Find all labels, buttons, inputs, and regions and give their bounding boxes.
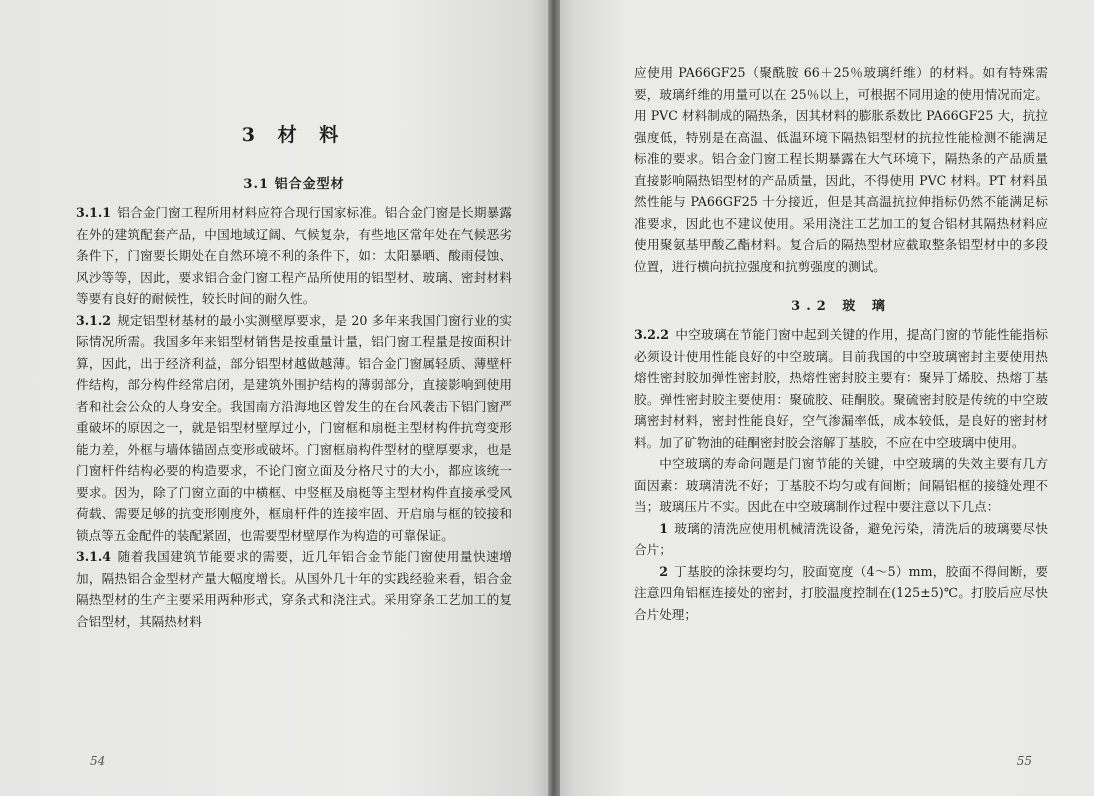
right-page	[552, 0, 1094, 796]
list-item	[634, 561, 1048, 626]
page-number-left: 54	[90, 754, 106, 768]
item-text: 丁基胶的涂抹要均匀，胶面宽度（4～5）mm，胶面不得间断，要注意四角铝框连接处的密封，打胶温度控制在(125±5)℃。打胶后应尽快合片处理；	[634, 563, 1048, 622]
clause-number: 3.2.2	[634, 327, 670, 342]
book-gutter	[548, 0, 560, 796]
clause-3-2-2	[634, 324, 1048, 453]
continuation-paragraph: 应使用 PA66GF25（聚酰胺 66＋25％玻璃纤维）的材料。如有特殊需要，玻璃纤维的用量可以在 25％以上，可根据不同用途的使用情况而定。用 PVC 材料制成的隔热条，因其材料的膨胀系数比 PA66GF25 大，抗拉强度低，特别是在高温、低温环境下隔热铝型材的抗拉性能检测不能满足标准的要求。铝合金门窗工程长期暴露在大气环境下，隔热条的产品质量直接影响隔热铝型材的产品质量，因此，不得使用 PVC 材料。PT 材料虽然性能与 PA66GF25 十分接近，但是其高温抗拉伸指标仍然不能满足标准要求，因此也不建议使用。采用浇注工艺加工的复合铝材其隔热材料应使用聚氨基甲酸乙酯材料。复合后的隔热型材应截取整条铝型材中的多段位置，进行横向抗拉强度和抗剪强度的测试。	[634, 65, 1048, 274]
item-number: 2	[659, 563, 668, 579]
clause-3-1-4	[76, 546, 512, 632]
clause-number: 3.1.1	[76, 205, 112, 220]
insulating-glass-life-paragraph: 中空玻璃的寿命问题是门窗节能的关键，中空玻璃的失效主要有几方面因素：玻璃清洗不好；丁基胶不均匀或有间断；间隔铝框的接缝处理不当；玻璃压片不实。因此在中空玻璃制作过程中要注意以下几点：	[634, 456, 1048, 514]
clause-text: 中空玻璃在节能门窗中起到关键的作用，提高门窗的节能性能指标必须设计使用性能良好的中空玻璃。目前我国的中空玻璃密封主要使用热熔性密封胶加弹性密封胶，热熔性密封胶主要有：聚异丁烯胶、热熔丁基胶。弹性密封胶主要使用：聚硫胶、硅酮胶。聚硫密封胶是传统的中空玻璃密封材料，密封性能良好，空气渗漏率低，成本较低，是良好的密封材料。加了矿物油的硅酮密封胶会溶解丁基胶，不应在中空玻璃中使用。	[634, 327, 1048, 450]
section-3-1-title: 3.1 铝合金型材	[243, 177, 345, 192]
item-number: 1	[659, 520, 668, 536]
clause-text: 规定铝型材基材的最小实测壁厚要求，是 20 多年来我国门窗行业的实际情况所需。我国多年来铝型材销售是按重量计量，铝门窗工程量是按面积计算，因此，出于经济利益，部分铝型材越做越薄。铝合金门窗属轻质、薄壁杆件结构，部分构件经常启闭，是建筑外围护结构的薄弱部分，直接影响到使用者和社会公众的人身安全。我国南方沿海地区曾发生的在台风袭击下铝门窗严重破坏的原因之一，就是铝型材壁厚过小，门窗框和扇梃主型材构件抗弯变形能力差，外框与墙体锚固点变形或破坏。门窗框扇构件型材的壁厚要求，也是门窗杆件结构必要的构造要求，不论门窗立面及分格尺寸的大小，都应该统一要求。因为，除了门窗立面的中横框、中竖框及扇梃等主型材构件直接承受风荷载、需要足够的抗变形刚度外，框扇杆件的连接牢固、开启扇与框的铰接和锁点等五金配件的装配紧固，也需要型材壁厚作为构造的可靠保证。	[76, 312, 512, 543]
clause-text: 随着我国建筑节能要求的需要，近几年铝合金节能门窗使用量快速增加，隔热铝合金型材产量大幅度增长。从国外几十年的实践经验来看，铝合金隔热型材的生产主要采用两种形式，穿条式和浇注式。采用穿条工艺加工的复合铝型材，其隔热材料	[76, 549, 512, 629]
clause-number: 3.1.2	[76, 312, 112, 328]
section-3-2-title: 3.2 玻 璃	[791, 299, 891, 314]
clause-3-1-2	[76, 310, 512, 547]
item-text: 玻璃的清洗应使用机械清洗设备，避免污染，清洗后的玻璃要尽快合片；	[634, 520, 1048, 557]
page-number-right: 55	[1016, 754, 1032, 768]
clause-3-1-1	[76, 202, 512, 310]
clause-text: 铝合金门窗工程所用材料应符合现行国家标准。铝合金门窗是长期暴露在外的建筑配套产品，中国地域辽阔、气候复杂，有些地区常年处在气候恶劣条件下，门窗要长期处在自然环境不利的条件下，如：太阳暴晒、酸雨侵蚀、风沙等等，因此，要求铝合金门窗工程产品所使用的铝型材、玻璃、密封材料等要有良好的耐候性，较长时间的耐久性。	[76, 205, 512, 306]
list-item	[634, 518, 1048, 561]
chapter-title: 3 材 料	[241, 124, 347, 146]
clause-number: 3.1.4	[76, 549, 112, 564]
